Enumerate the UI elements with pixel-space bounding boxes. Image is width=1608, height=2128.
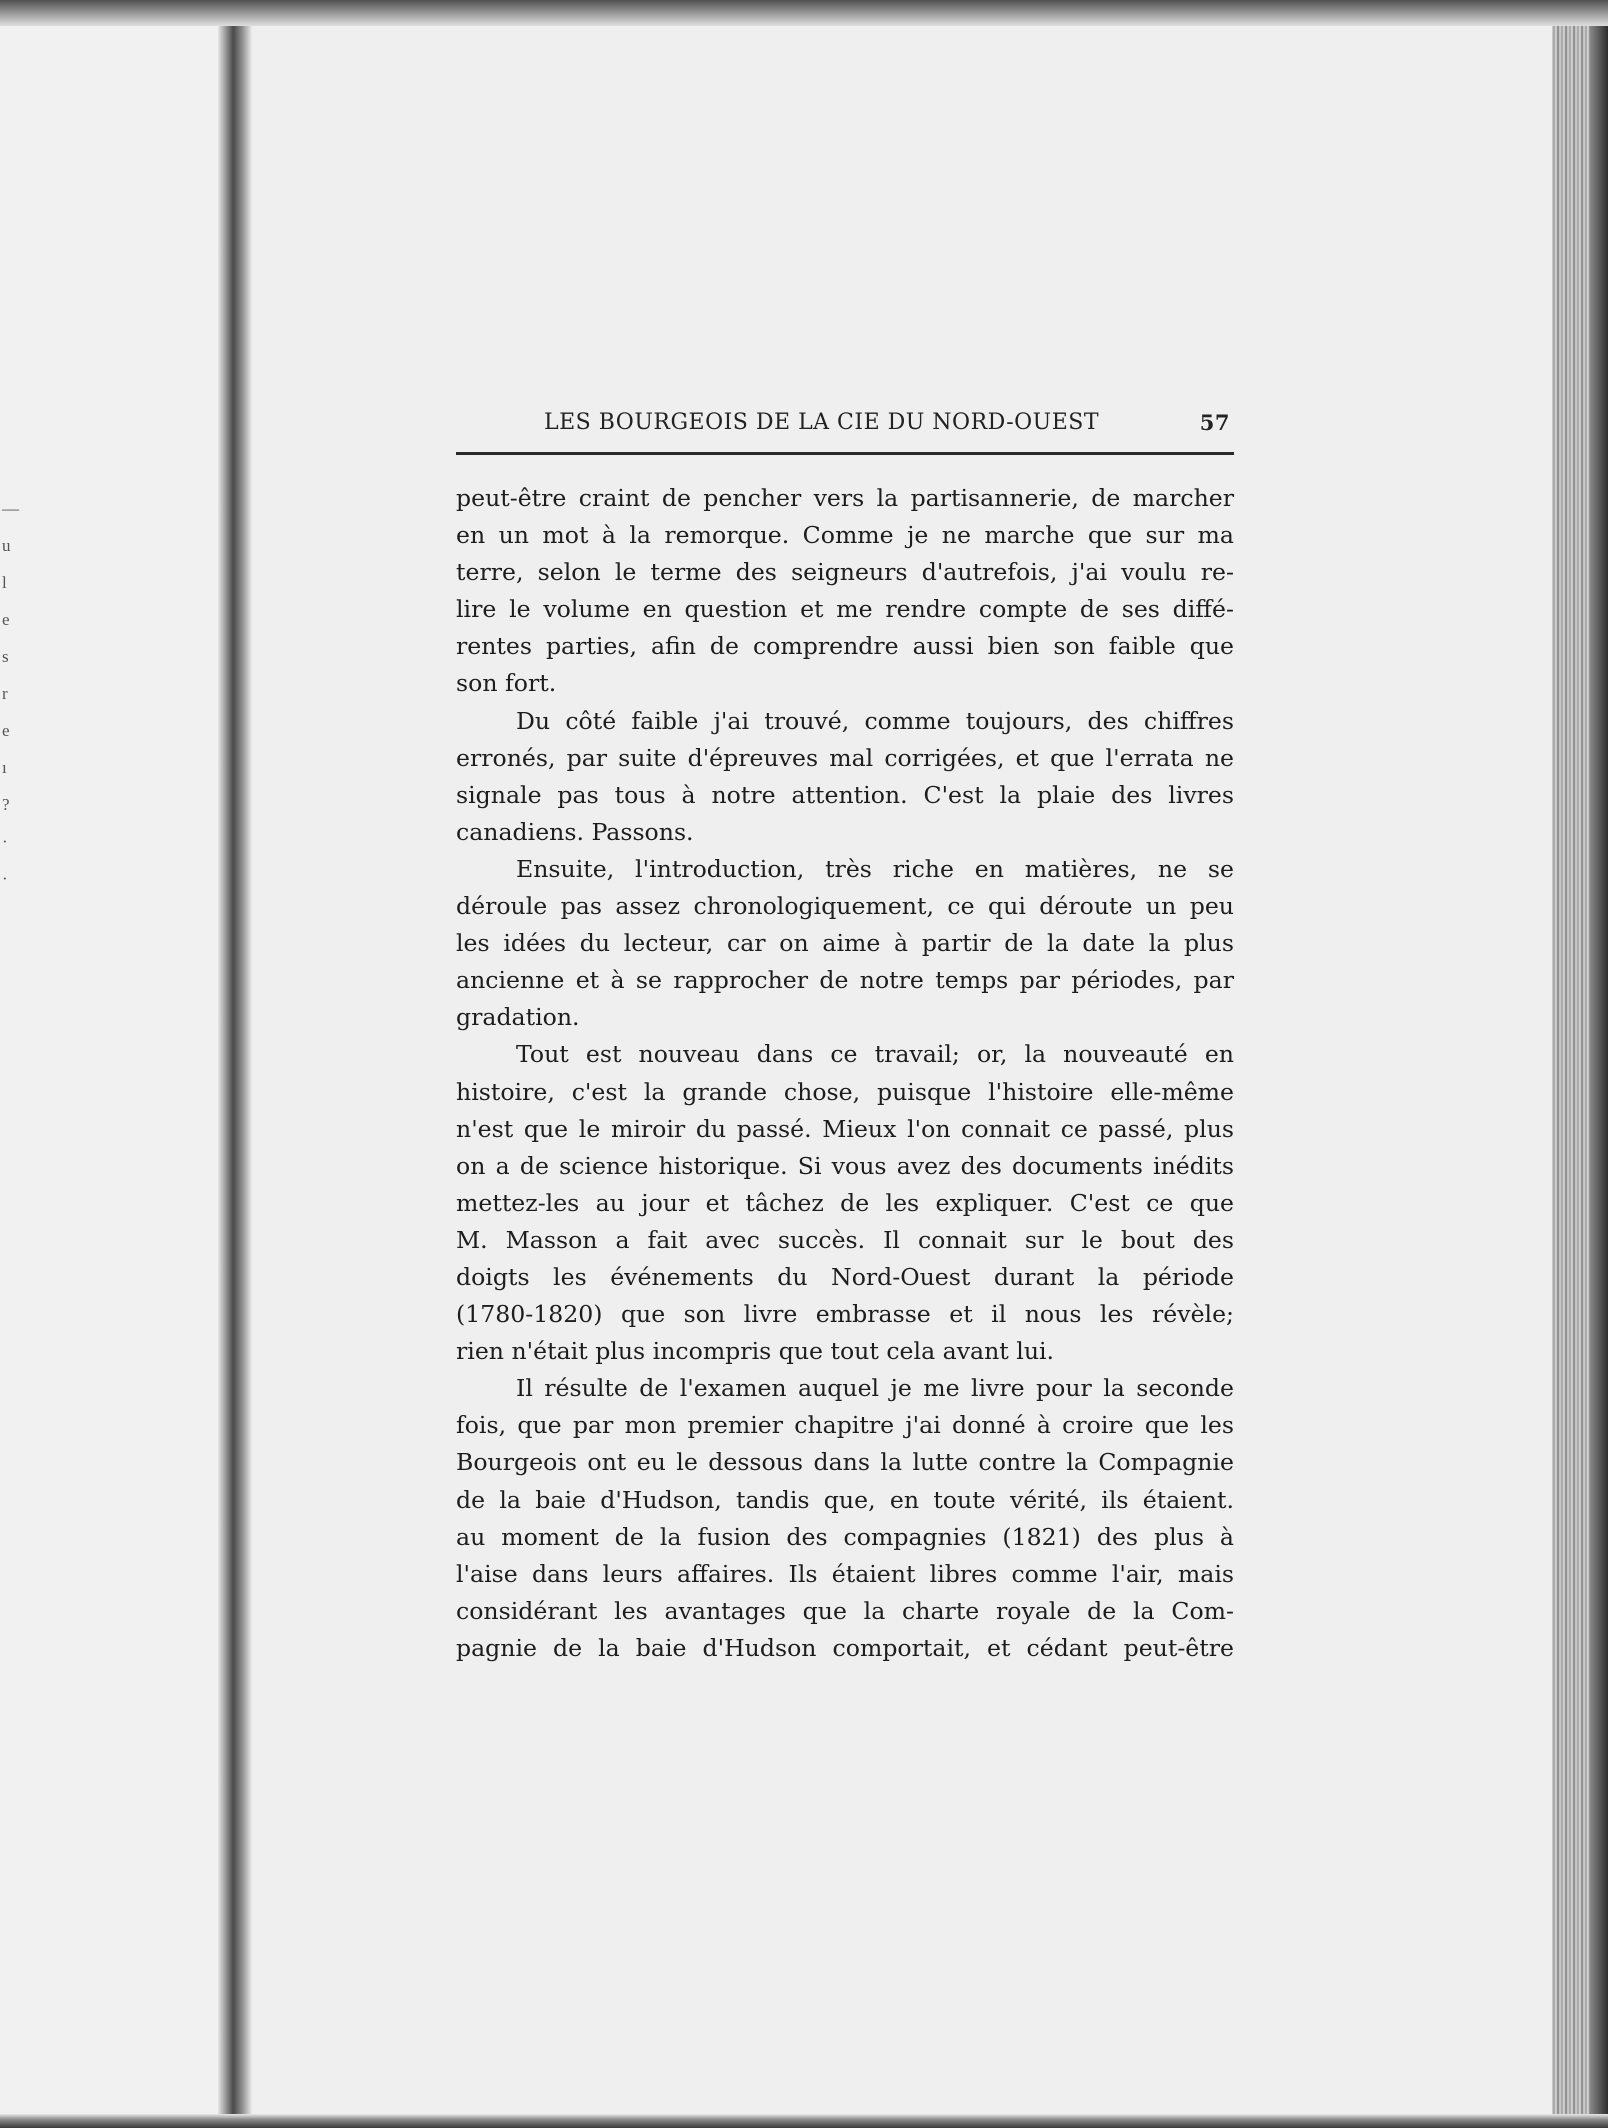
text-line: au moment de la fusion des compagnies (1821) des plus à (456, 1522, 1234, 1551)
text-line: Ensuite, l'introduction, très riche en matières, ne se (516, 854, 1234, 883)
left-edge-glyph: — (2, 499, 19, 518)
left-edge-glyph: r (2, 684, 8, 703)
text-line: n'est que le miroir du passé. Mieux l'on connait ce passé, plus (456, 1114, 1234, 1143)
running-header (456, 400, 1234, 440)
text-line: (1780-1820) que son livre embrasse et il nous les révèle; (456, 1300, 1234, 1329)
text-line: canadiens. Passons. (456, 817, 694, 846)
left-page-edge (0, 0, 240, 2128)
left-edge-glyph: ı (2, 758, 7, 777)
body-text (456, 480, 1234, 1667)
text-line: rien n'était plus incompris que tout cela avant lui. (456, 1337, 1055, 1366)
left-edge-glyph: u (2, 536, 11, 555)
text-line: pagnie de la baie d'Hudson comportait, et cédant peut-être (456, 1633, 1234, 1662)
text-line: peut-être craint de pencher vers la partisannerie, de marcher (456, 484, 1234, 512)
running-title: LES BOURGEOIS DE LA CIE DU NORD-OUEST (544, 410, 1100, 435)
left-edge-glyph: e (2, 610, 10, 629)
text-line: Bourgeois ont eu le dessous dans la lutte contre la Compagnie (456, 1448, 1234, 1477)
text-line: fois, que par mon premier chapitre j'ai donné à croire que les (456, 1411, 1234, 1440)
text-line: l'aise dans leurs affaires. Ils étaient libres comme l'air, mais (456, 1559, 1234, 1588)
text-line: considérant les avantages que la charte royale de la Com- (456, 1596, 1234, 1625)
text-line: en un mot à la remorque. Comme je ne marche que sur ma (456, 521, 1234, 550)
text-line: doigts les événements du Nord-Ouest durant la période (456, 1262, 1234, 1291)
text-line: signale pas tous à notre attention. C'est la plaie des livres (456, 780, 1234, 809)
text-line: de la baie d'Hudson, tandis que, en toute vérité, ils étaient. (456, 1485, 1234, 1514)
text-line: erronés, par suite d'épreuves mal corrigées, et que l'errata ne (456, 743, 1234, 772)
text-line: on a de science historique. Si vous avez des documents inédits (456, 1151, 1234, 1180)
scan-bottom-border (0, 2114, 1608, 2128)
text-line: terre, selon le terme des seigneurs d'autrefois, j'ai voulu re- (456, 558, 1234, 587)
left-edge-glyph: · (2, 869, 8, 888)
text-line: Il résulte de l'examen auquel je me livre pour la seconde (516, 1374, 1234, 1403)
left-edge-glyph: e (2, 721, 10, 740)
text-line: rentes parties, afin de comprendre aussi bien son faible que (456, 632, 1234, 661)
text-line: Tout est nouveau dans ce travail; or, la nouveauté en (516, 1040, 1234, 1069)
text-line: Du côté faible j'ai trouvé, comme toujours, des chiffres (516, 706, 1234, 735)
left-edge-glyph: · (2, 832, 8, 851)
page-fore-edge-shadow (1590, 26, 1608, 2114)
text-line: lire le volume en question et me rendre compte de ses diffé- (456, 595, 1234, 624)
left-edge-glyph: ? (2, 795, 10, 814)
text-line: histoire, c'est la grande chose, puisque l'histoire elle-même (456, 1077, 1234, 1106)
book-gutter (218, 0, 252, 2128)
scan-top-border (0, 0, 1608, 26)
text-line: les idées du lecteur, car on aime à partir de la date la plus (456, 929, 1234, 958)
text-line: M. Masson a fait avec succès. Il connait sur le bout des (456, 1225, 1234, 1254)
text-line: ancienne et à se rapprocher de notre temps par périodes, par (456, 966, 1234, 995)
header-rule (456, 452, 1234, 455)
text-line: gradation. (456, 1003, 580, 1032)
text-line: son fort. (456, 669, 557, 698)
left-edge-glyph: l (2, 573, 7, 592)
left-edge-glyph: s (2, 647, 9, 666)
left-page-cut-text (2, 490, 19, 897)
text-line: déroule pas assez chronologiquement, ce qui déroute un peu (456, 892, 1234, 921)
page-number: 57 (1199, 410, 1230, 435)
text-line: mettez-les au jour et tâchez de les expliquer. C'est ce que (456, 1188, 1234, 1217)
